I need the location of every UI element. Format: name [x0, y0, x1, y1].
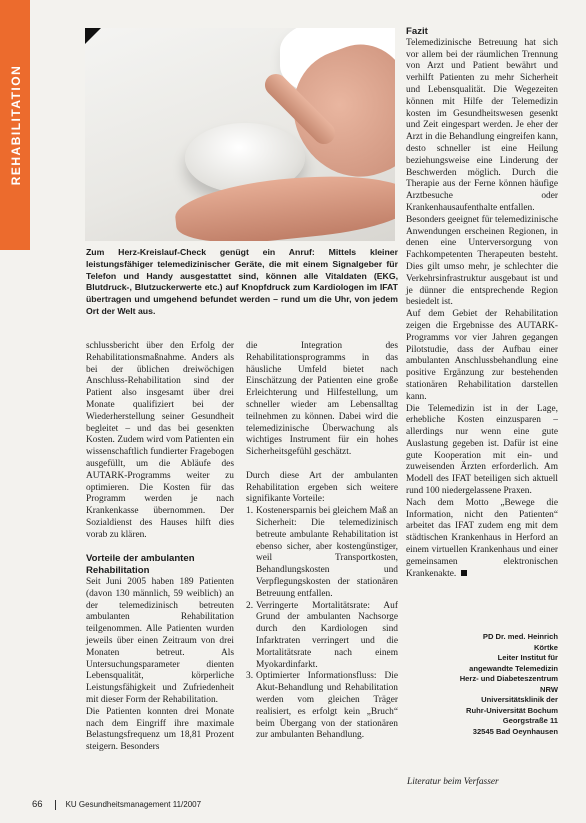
- list-item: 2. Verringerte Mortalitätsrate: Auf Grund der ambulanten Nachsorge durch den Kardiologen sind Infarktraten verringert und die Mortalitätsrate nach einem Myokardinfarkt.: [246, 600, 398, 670]
- col3-paragraph-4: Die Telemedizin ist in der Lage, erhebliche Kosten einzusparen – allerdings nur wenn eine gute Auslastung gegeben ist. Dafür ist eine gute Kooperation mit ein- und zuweisenden Ärzten erforderlich. Am Modell des IFAT beteiligen sich aktuell rund 100 niedergelassene Praxen.: [406, 403, 558, 497]
- author-role: Leiter Institut für angewandte Telemedizin: [469, 653, 558, 673]
- author-name: PD Dr. med. Heinrich Körtke: [482, 632, 558, 652]
- section-tab-label: REHABILITATION: [9, 64, 23, 186]
- footer-divider: [55, 800, 56, 810]
- col3-paragraph-2: Besonders geeignet für telemedizinische Anwendungen erscheinen Regionen, in denen eine Unterversorgung von Fachkompetenten Therapeuten besteht. Dies gilt umso mehr, je schlechter die Verkehrsinfrastruktur ausgebaut ist und je dünner die entsprechende Region besiedelt ist.: [406, 214, 558, 308]
- list-item: 3. Optimierter Informationsfluss: Die Akut-Behandlung und Rehabilitation werden vom gleichen Träger realisiert, es erfolgt kein „Bruch“ beim Übergang von der stationären zur ambulanten Behandlung.: [246, 671, 398, 741]
- advantages-list: [246, 506, 398, 742]
- column-2: [246, 341, 398, 742]
- col1-paragraph-1: schlussbericht über den Erfolg der Rehabilitationsmaßnahme. Anders als bei der üblichen dreiwöchigen Anschluss-Rehabilitation sind der Patient also insgesamt über drei Monate qualifiziert bei der Wiederherstellung seiner Gesundheit begleitet – und das bei gesenkten Kosten. Zudem wird vom Patienten ein wissenschaftlich fundierter Fragebogen ausgefüllt, um die Abläufe des AUTARK-Programms weiter zu optimieren. Die Kosten für das Programm werden je nach Krankenkasse übernommen. Der Sozialdienst des Hauses hilft dies vorab zu klären.: [86, 341, 234, 540]
- col1-paragraph-3: Die Patienten konnten drei Monate nach dem Eingriff ihre maximale Belastungsfrequenz um 18,81 Prozent steigern. Besonders: [86, 706, 234, 753]
- author-university-1: Universitätsklinik der: [481, 695, 558, 704]
- author-organization: Herz- und Diabeteszentrum NRW: [459, 674, 558, 694]
- col3-paragraph-5: Nach dem Motto „Bewege die Information, nicht den Patienten“ arbeitet das IFAT zudem eng mit dem städtischen Krankenhaus in Herford an einem virtuellen Krankenhaus und einer gemeinsamen elektronischen Krankenakte.: [406, 497, 558, 579]
- end-of-article-square-icon: [461, 570, 467, 576]
- author-block: [458, 632, 558, 737]
- column-1: [86, 341, 234, 754]
- fazit-heading: Fazit: [406, 26, 428, 37]
- page-footer: [32, 799, 201, 810]
- article-photo: [85, 28, 395, 241]
- author-street: Georgstraße 11: [502, 716, 558, 725]
- col2-paragraph-1: die Integration des Rehabilitationsprogramms in das häusliche Umfeld bietet nach Einschätzung der Patienten eine große Erleichterung und Hilfestellung, um schneller wieder am Lebensalltag teilnehmen zu können. Dabei wird die telemedizinische Überwachung als wichtiges Instrument für ein hohes Sicherheitsgefühl geschätzt.: [246, 341, 398, 458]
- section-tab: [0, 0, 30, 250]
- photo-caption: Zum Herz-Kreislauf-Check genügt ein Anruf: Mittels kleiner leistungsfähiger telemedizinischer Geräte, die mit einem Signalgeber für Telefon und Handy ausgestattet sind, können alle Vitaldaten (EKG, Blutdruck-, Blutzuckerwerte etc.) auf Knopfdruck zum Kardiologen im IFAT übertragen und umgehend befundet werden – rund um die Uhr, von jedem Ort der Welt aus.: [86, 247, 398, 316]
- column-3: [406, 26, 558, 580]
- col1-heading: Vorteile der ambulanten Rehabilitation: [86, 553, 195, 577]
- author-university-2: Ruhr-Universität Bochum: [466, 705, 558, 715]
- col3-paragraph-1: Telemedizinische Betreuung hat sich vor allem bei der räumlichen Trennung von Arzt und Patient bewährt und verhilft Patienten zu mehr Sicherheit und Lebensqualität. Die Wegezeiten können mit Hilfe der Telemedizin kosten im Gesundheitswesen gesenkt und Zeit eingespart werden. Je eher der Arzt in die Behandlung eingreifen kann, desto schneller ist eine Heilung beziehungsweise eine Linderung der Beschwerden möglich. Durch die Therapie aus der Ferne können häufige Arztbesuche oder Krankenhausaufenthalte entfallen.: [406, 37, 558, 213]
- col3-paragraph-3: Auf dem Gebiet der Rehabilitation zeigen die Ergebnisse des AUTARK-Programms vor vier Jahren gegangen Pilotstudie, dass der Aufbau einer ambulanten Anschlussbehandlung eine positive Ergänzung zur bestehenden stationären Rehabilitation darstellen kann.: [406, 309, 558, 402]
- col2-paragraph-2: Durch diese Art der ambulanten Rehabilitation ergeben sich weitere signifikante Vorteile:: [246, 470, 398, 505]
- col1-paragraph-2: Seit Juni 2005 haben 189 Patienten (davon 130 männlich, 59 weiblich) an der telemedizinisch betreuten ambulanten Rehabilitation teilgenommen. Alle Patienten wurden jeweils über einen Zeitraum von drei Monaten betreut. Als Untersuchungsparameter dienten Lebensqualität, körperliche Leistungsfähigkeit und Zufriedenheit mit dieser Form der Rehabilitation.: [86, 576, 234, 705]
- photo-corner-mark: [85, 28, 101, 44]
- publication-name: KU Gesundheitsmanagement 11/2007: [65, 800, 202, 809]
- page-number: 66: [32, 799, 43, 810]
- literature-note: Literatur beim Verfasser: [407, 777, 499, 787]
- list-item: 1. Kostenersparnis bei gleichem Maß an Sicherheit: Die telemedizinisch betreute ambulante Rehabilitation ist ebenso sicher, aber kostengünstiger, weil Transportkosten, Behandlungskosten und Verpflegungskosten der stationären Betreuung entfallen.: [246, 506, 398, 599]
- author-city: 32545 Bad Oeynhausen: [472, 726, 558, 736]
